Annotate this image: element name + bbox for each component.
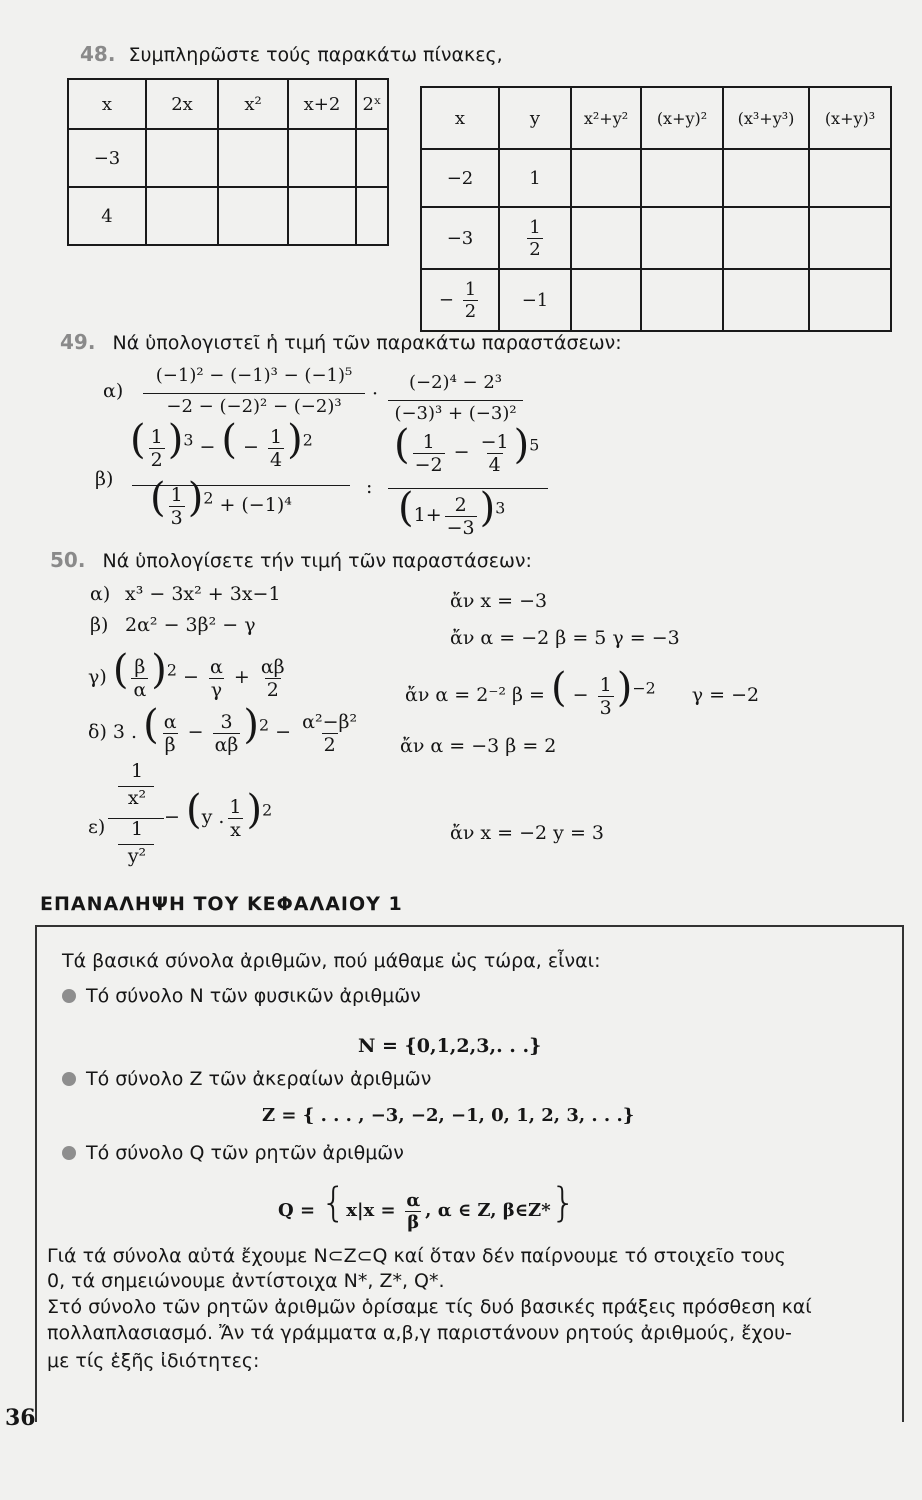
set-q-left: Q =	[278, 1200, 316, 1221]
bullet-icon	[62, 989, 76, 1003]
item-text: Τό σύνολο N τῶν φυσικῶν ἀριθμῶν	[86, 985, 421, 1007]
exercise-number: 49.	[60, 330, 96, 354]
table-cell	[809, 269, 891, 331]
minus-sign: −	[164, 806, 180, 828]
table-cell	[218, 187, 288, 245]
fraction-numerator: 2	[454, 493, 467, 516]
fraction-denominator: −2	[414, 453, 443, 476]
table-header-cell: (x+y)³	[809, 87, 891, 149]
set-q: Q = {x|x = $\frac{\alpha}{\beta}$ , α ∈ Z, β∈Z*}	[278, 1180, 577, 1233]
exponent: 2	[302, 430, 313, 450]
table-header-row	[68, 79, 388, 129]
expression-tail: + (−1)⁴	[219, 494, 292, 516]
review-heading: ΕΠΑΝΑΛΗΨΗ ΤΟΥ ΚΕΦΑΛΑΙΟΥ 1	[40, 893, 403, 915]
exponent: 3	[495, 498, 506, 518]
review-intro: Τά βασικά σύνολα ἀριθμῶν, πού μάθαμε ὡς τώρα, εἶναι:	[62, 950, 601, 972]
exercise-text: Νά ὑπολογίσετε τήν τιμή τῶν παραστάσεων:	[102, 550, 532, 572]
review-paragraph-line: Γιά τά σύνολα αὐτά ἔχουμε N⊂Z⊂Q καί ὅταν δέν παίρνουμε τό στοιχεῖο τους	[47, 1245, 786, 1267]
condition-text: γ = −2	[691, 684, 760, 706]
ex49-a-frac2-denominator: (−3)³ + (−3)²	[394, 403, 517, 424]
table-header-cell: x+2	[288, 79, 356, 129]
review-item-integers	[62, 1068, 431, 1090]
table-cell: 4	[68, 187, 146, 245]
fraction-numerator: 1	[599, 673, 612, 696]
table-2	[420, 86, 892, 332]
exercise-text: Νά ὑπολογιστεῖ ἡ τιμή τῶν παρακάτω παραστάσεων:	[112, 332, 622, 354]
ex50-c-label: γ)	[88, 666, 107, 688]
exponent: 5	[529, 435, 540, 455]
ex50-d-condition: ἄν α = −3 β = 2	[400, 735, 557, 757]
exercise-text: Συμπληρῶστε τούς παρακάτω πίνακες,	[128, 44, 503, 66]
page-number: 36	[5, 1405, 36, 1431]
table-cell	[288, 187, 356, 245]
table-cell	[356, 187, 388, 245]
table-cell	[723, 207, 809, 269]
exercise-number: 48.	[80, 42, 116, 66]
fraction-denominator: x	[230, 818, 241, 841]
table-cell	[356, 129, 388, 187]
table-cell	[641, 207, 723, 269]
table-row	[421, 269, 891, 331]
ex50-c-condition: ἄν α = 2⁻² β = ( − $\frac{1}{3}$ )$^{-2}$ γ = −2	[405, 665, 760, 719]
table-cell	[571, 207, 641, 269]
fraction-numerator: β	[134, 655, 146, 678]
fraction-numerator: α	[406, 1189, 421, 1211]
table-cell	[499, 207, 571, 269]
ex49-a-frac2-numerator: (−2)⁴ − 2³	[409, 372, 502, 393]
fraction-denominator: αβ	[214, 733, 239, 756]
exercise-50-heading	[50, 548, 532, 572]
ex50-e-bot-num: 1	[130, 818, 144, 840]
exponent: 2	[259, 715, 270, 735]
table-header-cell: x²	[218, 79, 288, 129]
fraction-numerator: 1	[229, 795, 242, 818]
fraction-denominator: 2	[150, 448, 163, 471]
ex50-d-expression: δ) 3 . ( $\frac{\alpha}{\beta}$ − $\frac{3}{\alpha\beta}$ )$^2$ − $\frac{\text{α²−β²}}{2}$	[88, 702, 358, 756]
table-header-cell: (x+y)²	[641, 87, 723, 149]
table-cell	[723, 149, 809, 207]
minus-sign: −	[438, 289, 454, 310]
review-item-rationals	[62, 1142, 404, 1164]
ex50-b-expression: 2α² − 3β² − γ	[125, 614, 256, 636]
minus-sign: −	[275, 721, 292, 743]
fraction-numerator: α²−β²	[302, 710, 358, 733]
fraction	[527, 217, 542, 260]
fraction-numerator: 3	[220, 710, 233, 733]
ex50-a-condition: ἄν x = −3	[450, 590, 548, 612]
one-plus: 1+	[413, 504, 442, 526]
fraction-bar	[388, 400, 523, 401]
table-cell	[641, 269, 723, 331]
ex50-e-tail: − (y . $\frac{1}{x}$ )$^2$	[164, 787, 273, 841]
table-header-cell: 2ˣ	[356, 79, 388, 129]
ex50-e-label: ε)	[88, 816, 106, 838]
review-paragraph-line: πολλαπλασιασμό. Ἄν τά γράμματα α,β,γ παριστάνουν ρητούς ἀριθμούς, ἔχου-	[47, 1322, 792, 1344]
fraction-denominator: 2	[323, 733, 336, 756]
fraction-numerator: 1	[464, 278, 477, 300]
table-cell: 1	[499, 149, 571, 207]
fraction-bar	[143, 393, 365, 394]
set-q-x: x|x =	[346, 1200, 396, 1221]
dot-operator: ·	[372, 383, 379, 405]
exponent: 2	[203, 488, 214, 508]
table-header-cell: (x³+y³)	[723, 87, 809, 149]
ex50-d-label: δ)	[88, 721, 107, 743]
fraction-denominator: 2	[266, 678, 279, 701]
coefficient: 3 .	[112, 721, 138, 743]
fraction-numerator: 1	[422, 430, 435, 453]
table-row	[421, 149, 891, 207]
bullet-icon	[62, 1072, 76, 1086]
ex50-e-bot-den: y²	[127, 845, 147, 867]
fraction-numerator: 1	[529, 216, 541, 238]
table-cell	[723, 269, 809, 331]
plus-sign: +	[233, 666, 250, 688]
review-item-naturals	[62, 985, 421, 1007]
fraction-denominator: α	[133, 678, 147, 701]
fraction-denominator: −3	[446, 516, 475, 539]
ex50-a-label: α)	[90, 583, 111, 605]
table-cell: −3	[68, 129, 146, 187]
table-header-cell: 2x	[146, 79, 218, 129]
table-header-cell: x	[421, 87, 499, 149]
table-cell	[146, 187, 218, 245]
ex49-b-label: β)	[95, 468, 114, 490]
ex50-e-top-den: x²	[127, 787, 147, 809]
set-n	[358, 1035, 541, 1057]
fraction-numerator: 1	[170, 483, 183, 506]
fraction-numerator: 1	[270, 425, 283, 448]
table-row	[421, 207, 891, 269]
table-cell: −2	[421, 149, 499, 207]
condition-text: ἄν α = 2⁻² β =	[405, 684, 545, 706]
table-cell	[809, 207, 891, 269]
minus-sign: −	[183, 666, 199, 688]
table-row	[68, 187, 388, 245]
table-header-cell: y	[499, 87, 571, 149]
fraction-denominator: 3	[170, 506, 183, 529]
ex49-b-numerator-2: ( $\frac{1}{-2}$ − $\frac{-1}{4}$ )$^5$	[394, 422, 540, 476]
exponent: −2	[632, 678, 656, 698]
fraction-numerator: αβ	[260, 655, 285, 678]
exponent: 2	[166, 660, 177, 680]
ex50-a-expression: x³ − 3x² + 3x−1	[125, 583, 281, 605]
review-paragraph-line: με τίς ἑξῆς ἰδιότητες:	[47, 1350, 260, 1372]
exponent: 2	[262, 800, 273, 820]
review-paragraph-line: Στό σύνολο τῶν ρητῶν ἀριθμῶν ὁρίσαμε τίς δυό βασικές πράξεις πρόσθεση καί	[47, 1296, 812, 1318]
table-cell	[288, 129, 356, 187]
set-z-text: Z = { . . . , −3, −2, −1, 0, 1, 2, 3, . . .}	[262, 1105, 635, 1126]
fraction-denominator: 4	[270, 448, 283, 471]
table-cell	[571, 269, 641, 331]
fraction	[463, 279, 478, 322]
set-n-text: N = {0,1,2,3,. . .}	[358, 1035, 542, 1057]
colon-operator: :	[366, 476, 373, 498]
item-text: Τό σύνολο Q τῶν ρητῶν ἀριθμῶν	[86, 1142, 404, 1164]
fraction-numerator: α	[209, 655, 223, 678]
table-cell	[809, 149, 891, 207]
minus-sign: −	[187, 721, 204, 743]
minus-sign: −	[199, 436, 216, 458]
fraction-denominator: 4	[488, 453, 501, 476]
table-cell: −1	[499, 269, 571, 331]
fraction-denominator: 2	[464, 300, 477, 322]
table-cell: −3	[421, 207, 499, 269]
fraction-numerator: 1	[150, 425, 163, 448]
table-cell	[421, 269, 499, 331]
table-cell	[218, 129, 288, 187]
table-cell	[571, 149, 641, 207]
exercise-48-heading	[80, 42, 503, 66]
ex50-e-condition: ἄν x = −2 y = 3	[450, 822, 605, 844]
table-cell	[146, 129, 218, 187]
table-header-row	[421, 87, 891, 149]
item-text: Τό σύνολο Z τῶν ἀκεραίων ἀριθμῶν	[86, 1068, 432, 1090]
set-z	[262, 1105, 634, 1126]
ex50-e-top-num: 1	[130, 760, 144, 782]
fraction-denominator: 2	[529, 238, 541, 260]
table-header-cell: x²+y²	[571, 87, 641, 149]
fraction-denominator: γ	[210, 678, 223, 701]
set-q-rest: , α ∈ Z, β∈Z*	[425, 1200, 551, 1221]
ex50-c-expression: γ) ( $\frac{\beta}{\alpha}$ )$^2$ − $\frac{\alpha}{\gamma}$ + $\frac{\alpha\beta}{2}$	[88, 647, 285, 701]
table-row	[68, 129, 388, 187]
ex50-b-label: β)	[90, 614, 109, 636]
ex49-a-frac1-numerator: (−1)² − (−1)³ − (−1)⁵	[155, 365, 353, 386]
fraction-numerator: −1	[480, 430, 509, 453]
fraction-denominator: 3	[599, 696, 612, 719]
inner-term: y .	[201, 806, 225, 828]
exercise-49-heading	[60, 330, 622, 354]
table-cell	[641, 149, 723, 207]
ex50-b-condition: ἄν α = −2 β = 5 γ = −3	[450, 627, 680, 649]
bullet-icon	[62, 1146, 76, 1160]
exercise-number: 50.	[50, 548, 86, 572]
ex49-b-denominator-2: (1+ $\frac{2}{-3}$ )$^3$	[398, 485, 506, 539]
ex49-b-numerator: ( $\frac{1}{2}$ )$^3$ − ( − $\frac{1}{4}$ )$^2$	[130, 417, 313, 471]
ex49-a-frac1-denominator: −2 − (−2)² − (−2)³	[166, 396, 342, 417]
review-paragraph-line: 0, τά σημειώνουμε ἀντίστοιχα N*, Z*, Q*.	[47, 1270, 445, 1292]
fraction-denominator: β	[407, 1211, 420, 1233]
table-header-cell: x	[68, 79, 146, 129]
table-1	[67, 78, 389, 246]
fraction-numerator: α	[163, 710, 177, 733]
ex49-b-denominator: ( $\frac{1}{3}$ )$^2$ + (−1)⁴	[150, 475, 292, 529]
ex49-a-label: α)	[103, 380, 124, 402]
fraction-denominator: β	[164, 733, 176, 756]
exponent: 3	[183, 430, 194, 450]
